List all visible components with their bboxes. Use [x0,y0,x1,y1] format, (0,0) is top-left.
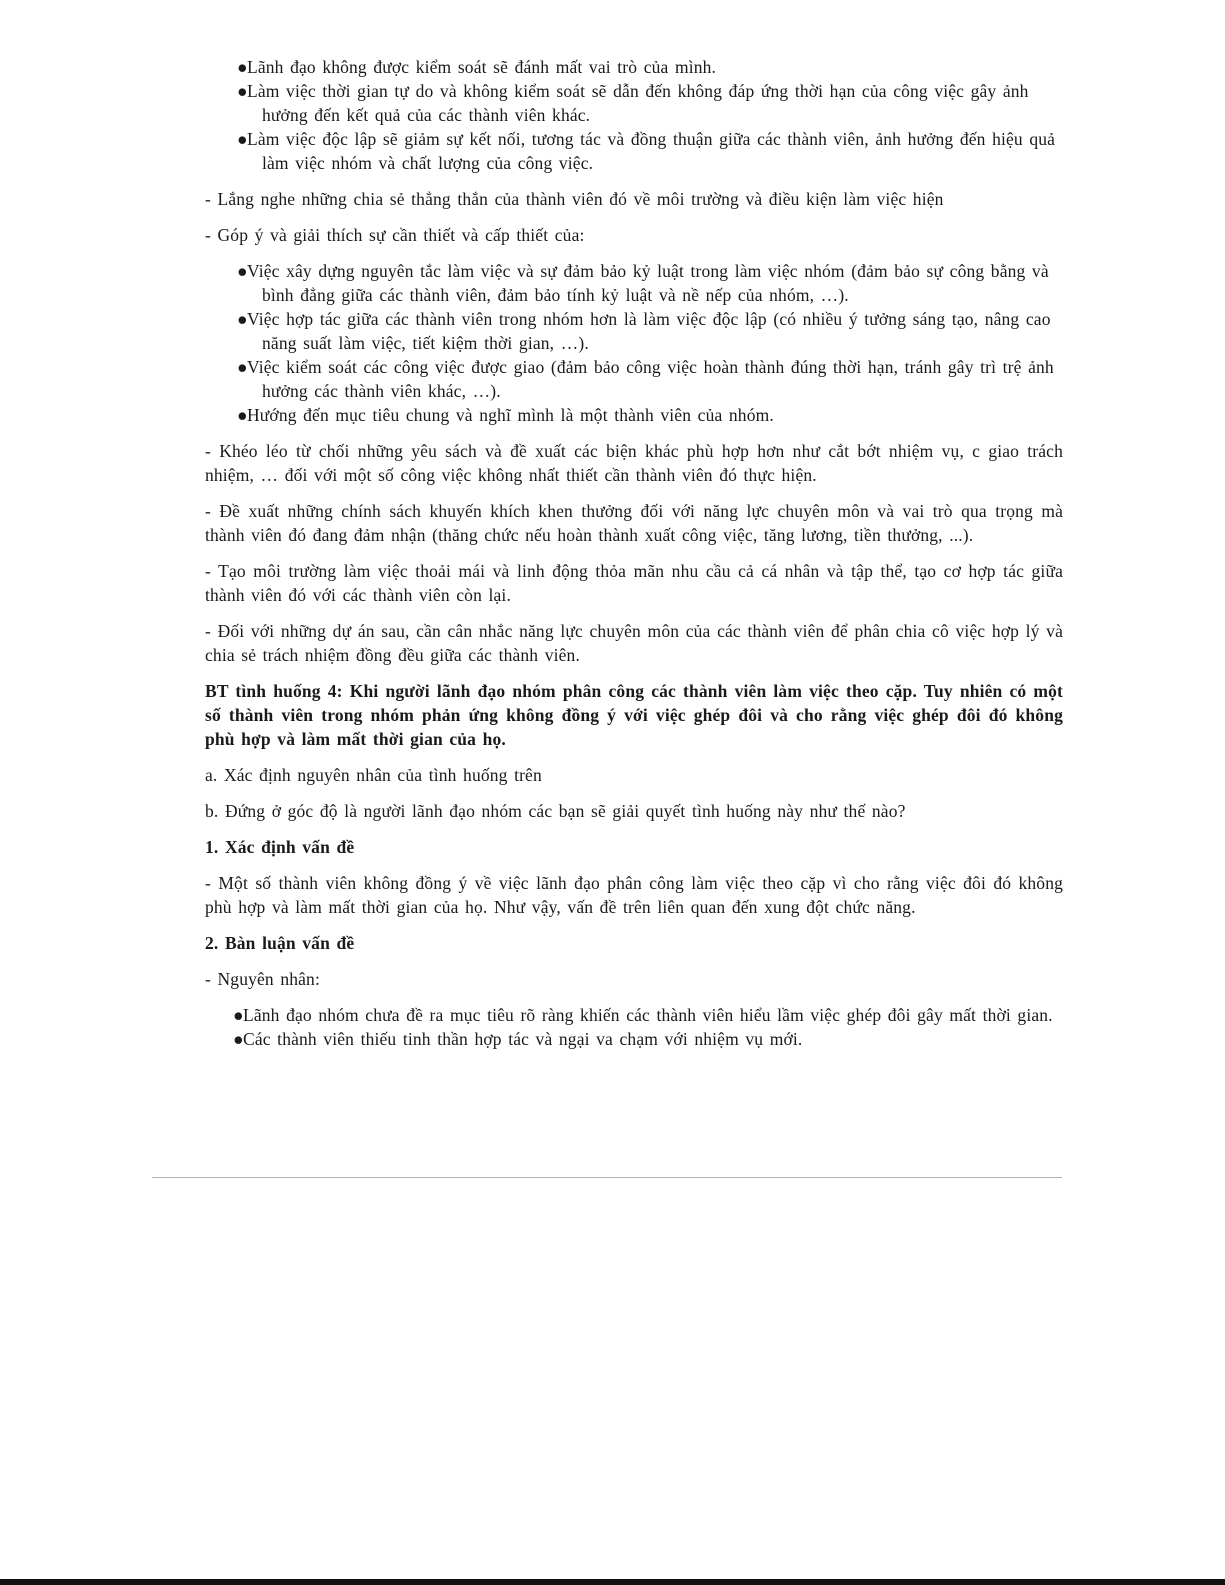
paragraph-advice: - Góp ý và giải thích sự cần thiết và cấp thiết của: [205,225,585,245]
bullet-icon: ● [233,1029,244,1049]
paragraph-future: - Đối với những dự án sau, cần cân nhắc năng lực chuyên môn của các thành viên để phân chia cô việc hợp lý và chia sẻ trách nhiệm đồng đều giữa các thành viên. [205,621,1063,665]
cause-label: - Nguyên nhân: [205,969,320,989]
bullet-icon: ● [233,1005,244,1025]
list-item: ●Hướng đến mục tiêu chung và nghĩ mình là một thành viên của nhóm. [237,405,774,425]
list-item: ●Các thành viên thiếu tinh thần hợp tác và ngại va chạm với nhiệm vụ mới. [233,1029,803,1049]
list-item: ●Việc xây dựng nguyên tắc làm việc và sự đảm bảo kỷ luật trong làm việc nhóm (đảm bảo sự công bằng và bình đẳng giữa các thành viên, đảm bảo tính kỷ luật và nề nếp của nhóm, …). [237,261,1049,305]
page-divider [152,1177,1062,1178]
paragraph-environment: - Tạo môi trường làm việc thoải mái và linh động thỏa mãn nhu cầu cả cá nhân và tập thể, tạo cơ hợp tác giữa thành viên đó với các thành viên còn lại. [205,561,1063,605]
list-item: ●Làm việc thời gian tự do và không kiểm soát sẽ dẫn đến không đáp ứng thời hạn của công việc gây ảnh hưởng đến kết quả của các thành viên khác. [237,81,1029,125]
bullet-icon: ● [237,81,248,101]
list-item: ●Làm việc độc lập sẽ giảm sự kết nối, tương tác và đồng thuận giữa các thành viên, ảnh hưởng đến hiệu quả làm việc nhóm và chất lượng của công việc. [237,129,1056,173]
paragraph-reward: - Đề xuất những chính sách khuyến khích khen thưởng đối với năng lực chuyên môn và vai trò qua trọng mà thành viên đó đang đảm nhận (thăng chức nếu hoàn thành xuất công việc, tăng lương, tiền thưởng, ...). [205,501,1063,545]
list-item: ●Lãnh đạo nhóm chưa đề ra mục tiêu rõ ràng khiến các thành viên hiểu lầm việc ghép đôi gây mất thời gian. [233,1005,1053,1025]
question-a: a. Xác định nguyên nhân của tình huống trên [205,765,542,785]
list-item: ●Việc hợp tác giữa các thành viên trong nhóm hơn là làm việc độc lập (có nhiều ý tưởng sáng tạo, nâng cao năng suất làm việc, tiết kiệm thời gian, …). [237,309,1051,353]
paragraph-refuse: - Khéo léo từ chối những yêu sách và đề xuất các biện khác phù hợp hơn như cắt bớt nhiệm vụ, c giao trách nhiệm, … đối với một số công việc không nhất thiết cần thành viên đó thực hiện. [205,441,1063,485]
bullet-icon: ● [237,57,248,77]
bottom-edge-bar [0,1579,1225,1585]
paragraph-listen: - Lắng nghe những chia sẻ thẳng thắn của thành viên đó về môi trường và điều kiện làm việc hiện [205,189,944,209]
section-title-2: 2. Bàn luận vấn đề [205,933,355,953]
bullet-icon: ● [237,261,248,281]
document-body [205,55,1063,1063]
consequence-list [205,55,1063,175]
list-item: ●Lãnh đạo không được kiểm soát sẽ đánh mất vai trò của mình. [237,57,717,77]
list-item: ●Việc kiểm soát các công việc được giao (đảm bảo công việc hoàn thành đúng thời hạn, tránh gây trì trệ ảnh hưởng các thành viên khác, …). [237,357,1054,401]
bullet-icon: ● [237,357,248,377]
bullet-icon: ● [237,129,248,149]
advice-list [205,259,1063,427]
section-title-1: 1. Xác định vấn đề [205,837,355,857]
case-heading: BT tình huống 4: Khi người lãnh đạo nhóm phân công các thành viên làm việc theo cặp. Tuy nhiên có một số thành viên trong nhóm phản ứng không đồng ý với việc ghép đôi và cho rằng việc ghép đôi đó không phù hợp và làm mất thời gian của họ. [205,681,1063,749]
bullet-icon: ● [237,405,248,425]
bullet-icon: ● [237,309,248,329]
question-b: b. Đứng ở góc độ là người lãnh đạo nhóm các bạn sẽ giải quyết tình huống này như thế nào? [205,801,906,821]
section-body-1: - Một số thành viên không đồng ý về việc lãnh đạo phân công làm việc theo cặp vì cho rằng việc đôi đó không phù hợp và làm mất thời gian của họ. Như vậy, vấn đề trên liên quan đến xung đột chức năng. [205,873,1063,917]
cause-list [205,1003,1063,1051]
